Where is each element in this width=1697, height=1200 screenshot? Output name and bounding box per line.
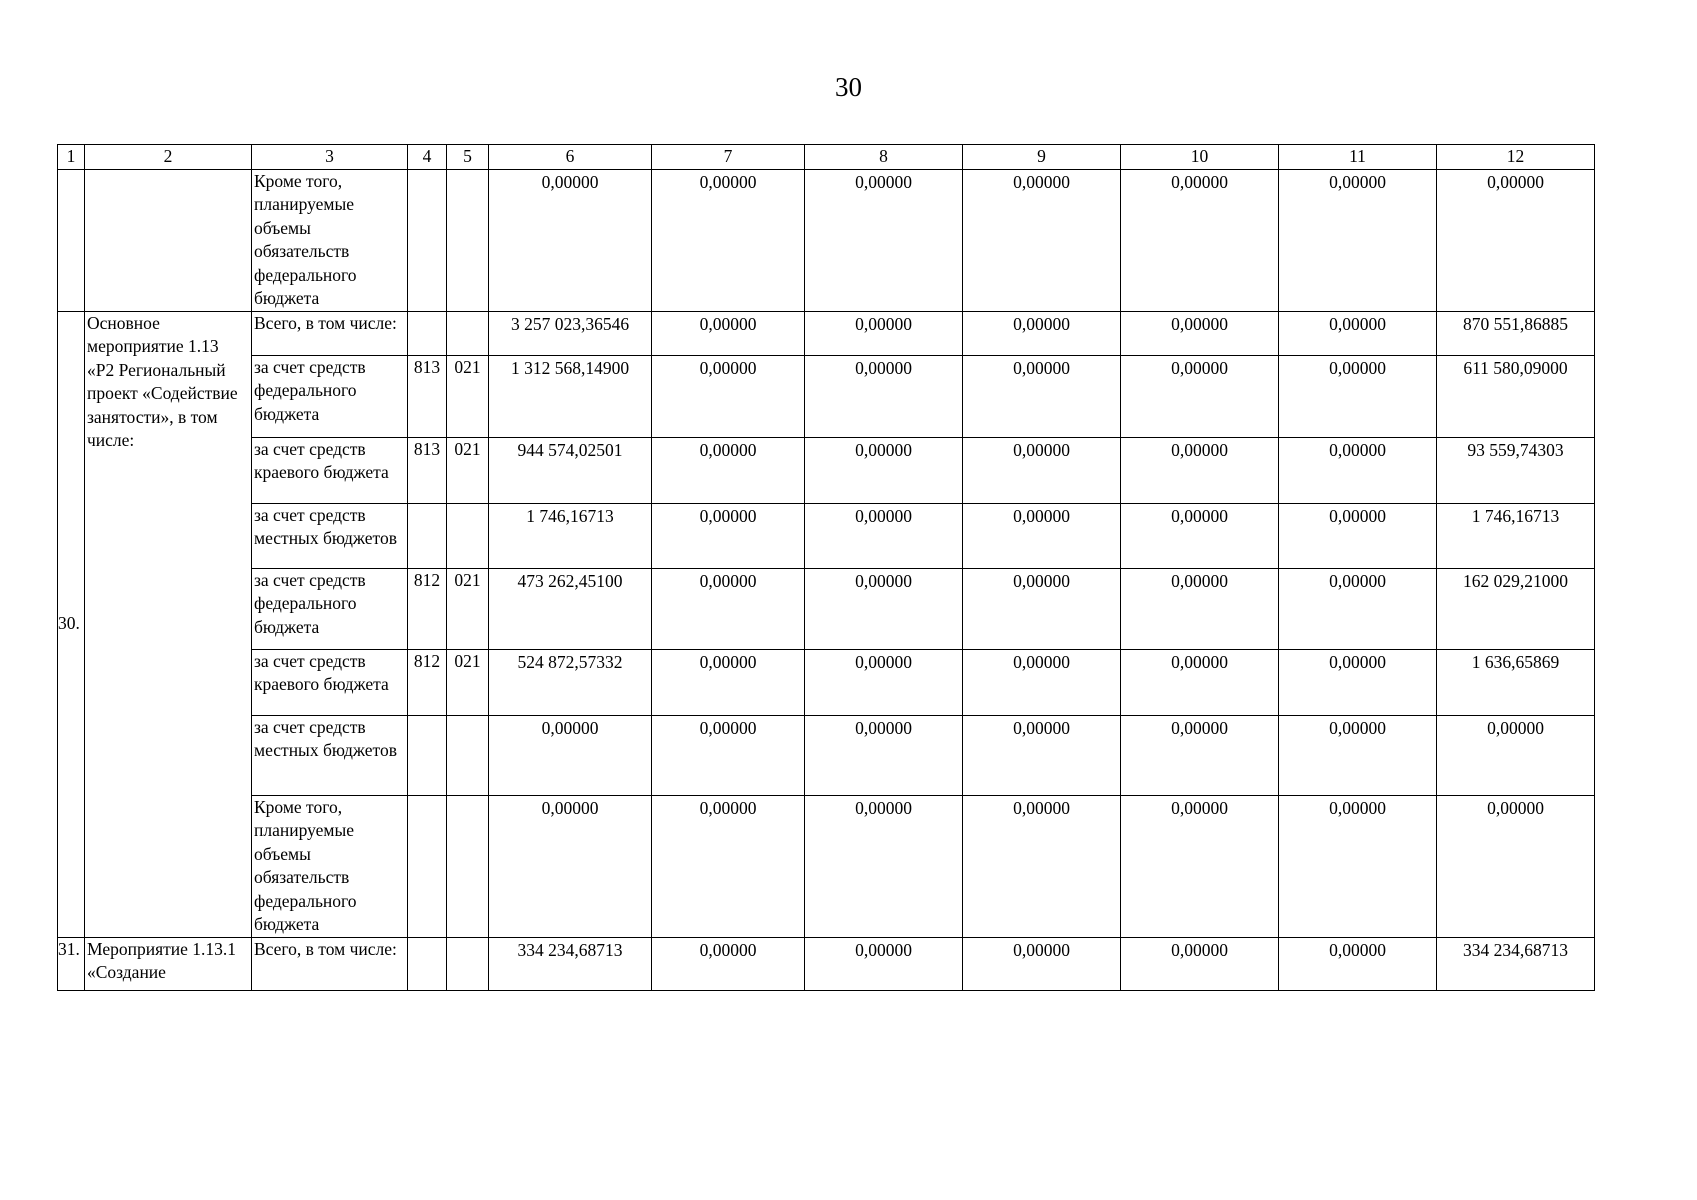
column-header: 11 [1279, 145, 1437, 170]
code-cell [447, 169, 489, 311]
amount-cell: 0,00000 [805, 311, 963, 355]
amount-cell: 334 234,68713 [1437, 937, 1595, 990]
row-number-cell: 31. [58, 937, 85, 990]
code-cell [447, 503, 489, 568]
amount-cell: 0,00000 [963, 715, 1121, 795]
code-cell [408, 503, 447, 568]
source-label-cell: Всего, в том числе: [252, 937, 408, 990]
amount-cell: 1 312 568,14900 [489, 355, 652, 437]
amount-cell: 0,00000 [963, 437, 1121, 503]
amount-cell: 0,00000 [652, 503, 805, 568]
amount-cell: 944 574,02501 [489, 437, 652, 503]
amount-cell: 334 234,68713 [489, 937, 652, 990]
column-header: 1 [58, 145, 85, 170]
amount-cell: 1 636,65869 [1437, 649, 1595, 715]
code-cell [447, 311, 489, 355]
column-header: 8 [805, 145, 963, 170]
code-cell: 812 [408, 649, 447, 715]
column-header-row [58, 145, 1595, 170]
amount-cell: 0,00000 [963, 503, 1121, 568]
column-header: 7 [652, 145, 805, 170]
amount-cell: 0,00000 [805, 715, 963, 795]
amount-cell: 0,00000 [963, 311, 1121, 355]
amount-cell: 0,00000 [1279, 795, 1437, 937]
amount-cell: 0,00000 [652, 169, 805, 311]
code-cell [447, 715, 489, 795]
amount-cell: 0,00000 [805, 355, 963, 437]
amount-cell: 0,00000 [1121, 503, 1279, 568]
amount-cell: 0,00000 [963, 355, 1121, 437]
amount-cell: 0,00000 [1279, 355, 1437, 437]
column-header: 10 [1121, 145, 1279, 170]
code-cell [408, 795, 447, 937]
amount-cell: 0,00000 [805, 568, 963, 649]
table-row [58, 795, 1595, 937]
table-row [58, 649, 1595, 715]
amount-cell: 0,00000 [963, 568, 1121, 649]
amount-cell: 0,00000 [1121, 169, 1279, 311]
item-name-cell: Основное мероприятие 1.13 «Р2 Региональный проект «Содействие занятости», в том числе: [85, 311, 252, 937]
amount-cell: 0,00000 [1121, 937, 1279, 990]
amount-cell: 0,00000 [1437, 715, 1595, 795]
table-row [58, 437, 1595, 503]
amount-cell: 611 580,09000 [1437, 355, 1595, 437]
code-cell [447, 937, 489, 990]
column-header: 9 [963, 145, 1121, 170]
amount-cell: 0,00000 [652, 355, 805, 437]
source-label-cell: за счет средств местных бюджетов [252, 715, 408, 795]
table-row [58, 937, 1595, 990]
column-header: 6 [489, 145, 652, 170]
amount-cell: 473 262,45100 [489, 568, 652, 649]
code-cell [408, 715, 447, 795]
code-cell: 021 [447, 355, 489, 437]
amount-cell: 0,00000 [1279, 715, 1437, 795]
table-row [58, 568, 1595, 649]
row-number-cell: 30. [58, 311, 85, 937]
amount-cell: 0,00000 [1279, 568, 1437, 649]
amount-cell: 0,00000 [652, 649, 805, 715]
source-label-cell: Кроме того, планируемые объемы обязательств федерального бюджета [252, 169, 408, 311]
column-header: 5 [447, 145, 489, 170]
column-header: 4 [408, 145, 447, 170]
amount-cell: 0,00000 [1279, 937, 1437, 990]
amount-cell: 0,00000 [652, 937, 805, 990]
amount-cell: 0,00000 [1121, 568, 1279, 649]
column-header: 2 [85, 145, 252, 170]
table-row [58, 311, 1595, 355]
amount-cell: 162 029,21000 [1437, 568, 1595, 649]
amount-cell: 0,00000 [1121, 437, 1279, 503]
amount-cell: 0,00000 [805, 937, 963, 990]
budget-table [57, 144, 1595, 991]
source-label-cell: Кроме того, планируемые объемы обязательств федерального бюджета [252, 795, 408, 937]
amount-cell: 0,00000 [489, 169, 652, 311]
code-cell: 021 [447, 568, 489, 649]
amount-cell: 0,00000 [805, 795, 963, 937]
amount-cell: 870 551,86885 [1437, 311, 1595, 355]
amount-cell: 0,00000 [652, 715, 805, 795]
source-label-cell: Всего, в том числе: [252, 311, 408, 355]
amount-cell: 1 746,16713 [489, 503, 652, 568]
table-row [58, 169, 1595, 311]
column-header: 12 [1437, 145, 1595, 170]
amount-cell: 0,00000 [963, 937, 1121, 990]
amount-cell: 0,00000 [652, 568, 805, 649]
source-label-cell: за счет средств федерального бюджета [252, 355, 408, 437]
item-name-cell [85, 169, 252, 311]
amount-cell: 0,00000 [805, 503, 963, 568]
amount-cell: 0,00000 [963, 649, 1121, 715]
amount-cell: 0,00000 [489, 795, 652, 937]
source-label-cell: за счет средств федерального бюджета [252, 568, 408, 649]
amount-cell: 1 746,16713 [1437, 503, 1595, 568]
amount-cell: 0,00000 [652, 437, 805, 503]
amount-cell: 93 559,74303 [1437, 437, 1595, 503]
item-name-cell: Мероприятие 1.13.1 «Создание [85, 937, 252, 990]
amount-cell: 0,00000 [1279, 169, 1437, 311]
code-cell: 021 [447, 437, 489, 503]
code-cell [408, 169, 447, 311]
amount-cell: 0,00000 [1121, 311, 1279, 355]
amount-cell: 0,00000 [1437, 169, 1595, 311]
amount-cell: 0,00000 [963, 795, 1121, 937]
amount-cell: 0,00000 [652, 795, 805, 937]
amount-cell: 0,00000 [1437, 795, 1595, 937]
code-cell: 021 [447, 649, 489, 715]
code-cell: 813 [408, 437, 447, 503]
table-row [58, 715, 1595, 795]
source-label-cell: за счет средств краевого бюджета [252, 649, 408, 715]
code-cell [447, 795, 489, 937]
table-row [58, 355, 1595, 437]
code-cell: 813 [408, 355, 447, 437]
amount-cell: 0,00000 [963, 169, 1121, 311]
code-cell [408, 937, 447, 990]
source-label-cell: за счет средств краевого бюджета [252, 437, 408, 503]
amount-cell: 0,00000 [805, 649, 963, 715]
amount-cell: 524 872,57332 [489, 649, 652, 715]
row-number-cell [58, 169, 85, 311]
amount-cell: 0,00000 [1279, 503, 1437, 568]
amount-cell: 0,00000 [652, 311, 805, 355]
page-number: 30 [835, 72, 862, 102]
amount-cell: 0,00000 [1121, 355, 1279, 437]
column-header: 3 [252, 145, 408, 170]
source-label-cell: за счет средств местных бюджетов [252, 503, 408, 568]
amount-cell: 0,00000 [1279, 649, 1437, 715]
amount-cell: 0,00000 [1279, 311, 1437, 355]
code-cell [408, 311, 447, 355]
amount-cell: 0,00000 [1121, 795, 1279, 937]
amount-cell: 0,00000 [1121, 715, 1279, 795]
amount-cell: 0,00000 [489, 715, 652, 795]
amount-cell: 0,00000 [1279, 437, 1437, 503]
amount-cell: 0,00000 [805, 437, 963, 503]
code-cell: 812 [408, 568, 447, 649]
amount-cell: 0,00000 [1121, 649, 1279, 715]
table-row [58, 503, 1595, 568]
amount-cell: 0,00000 [805, 169, 963, 311]
amount-cell: 3 257 023,36546 [489, 311, 652, 355]
